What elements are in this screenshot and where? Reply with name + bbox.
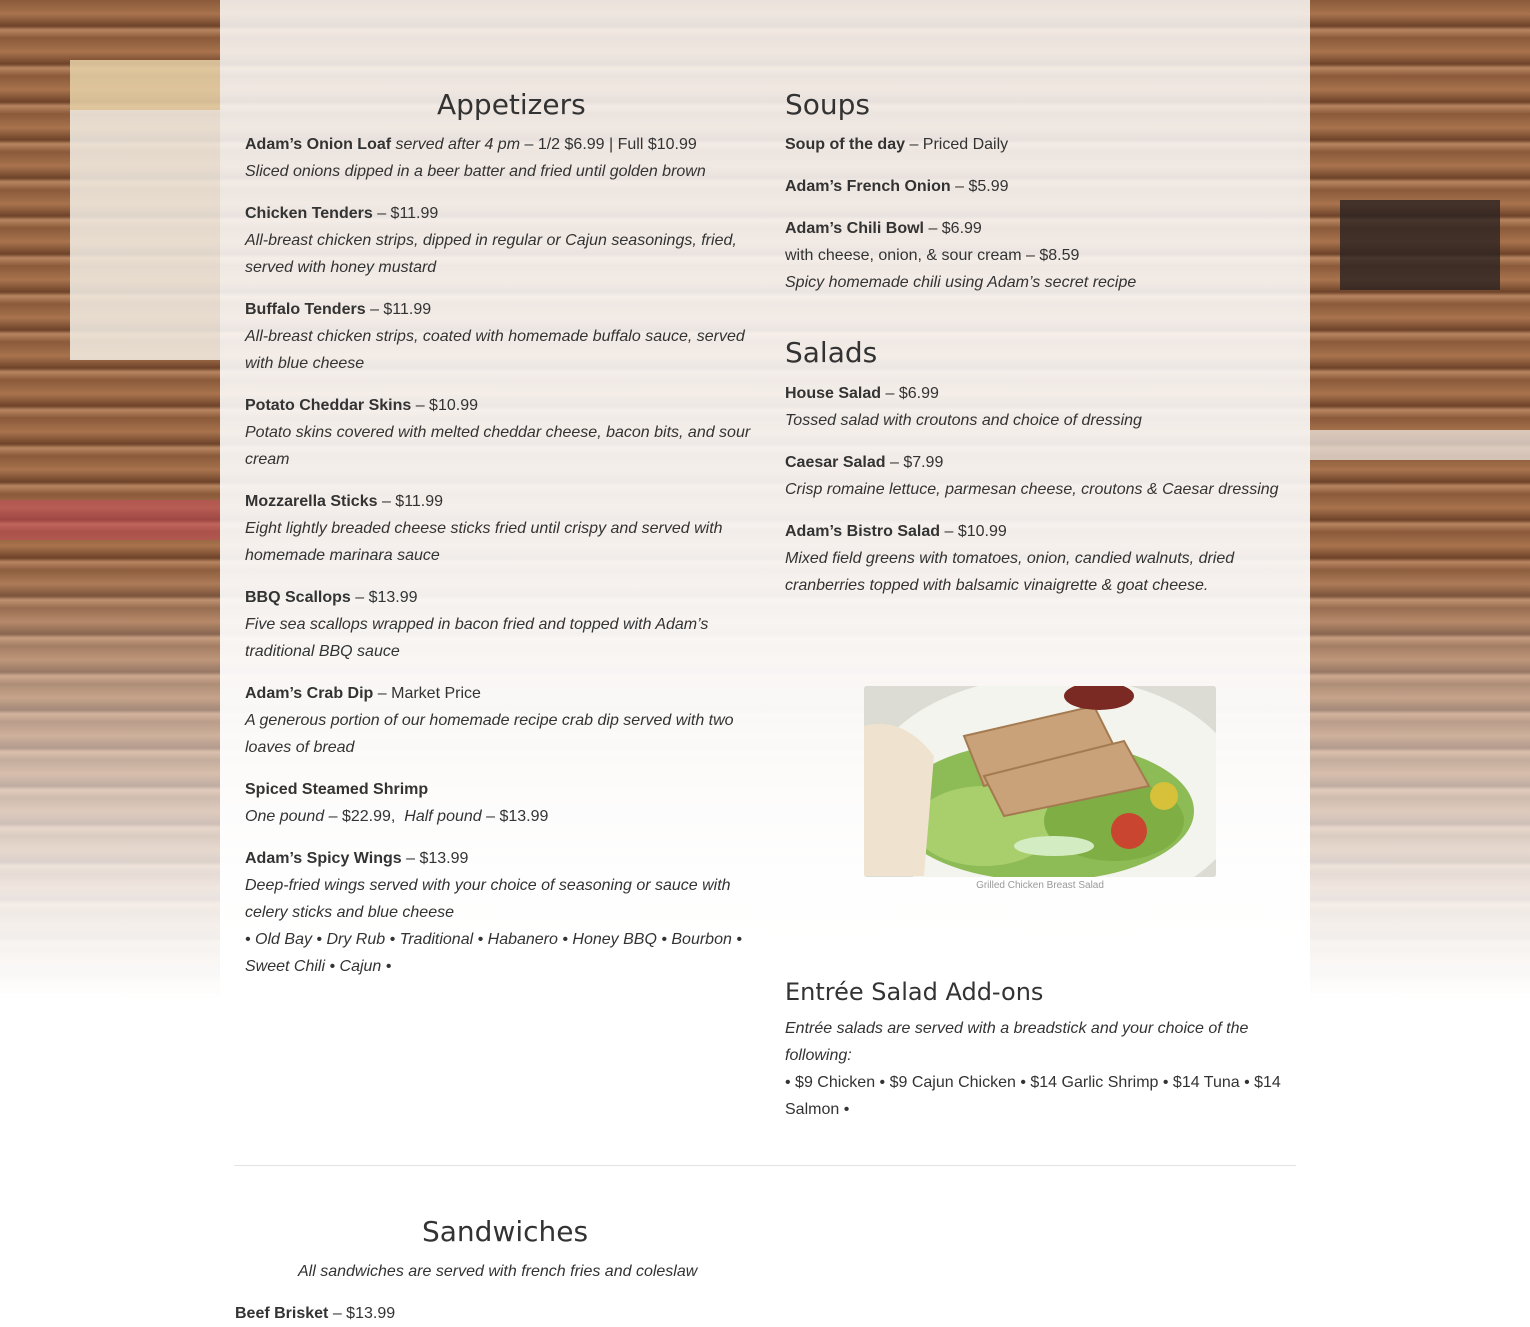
menu-item	[785, 215, 1285, 296]
menu-item	[245, 680, 760, 761]
item-name: Soup of the day	[785, 136, 905, 153]
menu-item	[245, 776, 760, 830]
background-table	[0, 500, 220, 540]
item-description: All-breast chicken strips, coated with homemade buffalo sauce, served with blue cheese	[245, 328, 745, 372]
item-description: Eight lightly breaded cheese sticks fried until crispy and served with homemade marinara sauce	[245, 520, 723, 564]
divider-middle	[234, 1165, 1296, 1166]
item-description: Deep-fried wings served with your choice of seasoning or sauce with celery sticks and blue cheese	[245, 877, 731, 921]
item-description: Potato skins covered with melted cheddar cheese, bacon bits, and sour cream	[245, 424, 751, 468]
sandwiches-subtitle: All sandwiches are served with french fries and coleslaw	[298, 1263, 698, 1280]
item-name: BBQ Scallops	[245, 589, 351, 606]
item-description: Half pound	[404, 808, 482, 825]
appetizers-title: Appetizers	[437, 88, 586, 121]
item-price: – $13.99	[332, 1305, 396, 1322]
item-price: – $10.99	[415, 397, 478, 414]
item-description: Crisp romaine lettuce, parmesan cheese, croutons & Caesar dressing	[785, 481, 1279, 498]
item-price: – $6.99	[885, 385, 939, 402]
sandwiches-title: Sandwiches	[422, 1215, 589, 1248]
item-price: – $7.99	[889, 454, 944, 471]
item-name: Adam’s Chili Bowl	[785, 220, 924, 237]
menu-item	[245, 296, 760, 377]
item-price: – $6.99	[928, 220, 982, 237]
item-name: Buffalo Tenders	[245, 301, 366, 318]
salad-illustration	[864, 686, 1216, 877]
item-name: Adam’s Crab Dip	[245, 685, 374, 702]
item-description: One pound	[245, 808, 325, 825]
menu-item	[785, 173, 1285, 200]
item-description: Tossed salad with croutons and choice of dressing	[785, 412, 1142, 429]
item-price: – $13.99	[355, 589, 418, 606]
item-price: – Priced Daily	[909, 136, 1009, 153]
item-note: served after 4 pm	[395, 136, 521, 153]
menu-item	[785, 449, 1285, 503]
item-price: – $11.99	[370, 301, 432, 318]
background-window	[70, 60, 220, 360]
item-price: – 1/2 $6.99 | Full $10.99	[524, 136, 697, 153]
background-tv	[1340, 200, 1500, 290]
item-price: – $22.99,	[328, 808, 396, 825]
salads-title: Salads	[785, 336, 878, 369]
item-description: Five sea scallops wrapped in bacon fried and topped with Adam’s traditional BBQ sauce	[245, 616, 709, 660]
background-table-right	[1310, 430, 1530, 460]
item-description: Spicy homemade chili using Adam’s secret recipe	[785, 274, 1137, 291]
addons-block	[785, 1015, 1295, 1123]
menu-item	[245, 392, 760, 473]
item-price: – $13.99	[486, 808, 549, 825]
item-name: Adam’s Spicy Wings	[245, 850, 402, 867]
item-description: Mixed field greens with tomatoes, onion, candied walnuts, dried cranberries topped with balsamic vinaigrette & goat cheese.	[785, 550, 1235, 594]
appetizers-list	[245, 131, 760, 995]
menu-item	[245, 200, 760, 281]
item-description: Sliced onions dipped in a beer batter and fried until golden brown	[245, 163, 706, 180]
soups-list	[785, 131, 1285, 311]
menu-item	[785, 380, 1285, 434]
item-name: House Salad	[785, 385, 882, 402]
item-extra: with cheese, onion, & sour cream – $8.59	[785, 247, 1080, 264]
item-price: – $11.99	[377, 205, 439, 222]
soups-title: Soups	[785, 88, 871, 121]
salad-photo	[864, 686, 1216, 877]
photo-caption: Grilled Chicken Breast Salad	[976, 880, 1104, 891]
item-name: Adam’s French Onion	[785, 178, 951, 195]
menu-item	[785, 518, 1285, 599]
item-description: All-breast chicken strips, dipped in regular or Cajun seasonings, fried, served with honey mustard	[245, 232, 737, 276]
item-name: Mozzarella Sticks	[245, 493, 378, 510]
item-name: Caesar Salad	[785, 454, 886, 471]
addons-intro: Entrée salads are served with a breadstick and your choice of the following:	[785, 1020, 1249, 1064]
item-price: – $10.99	[944, 523, 1007, 540]
item-price: – Market Price	[377, 685, 481, 702]
item-price: – $11.99	[381, 493, 444, 510]
item-name: Beef Brisket	[235, 1305, 329, 1322]
menu-item	[245, 488, 760, 569]
menu-item	[245, 131, 760, 185]
addons-title: Entrée Salad Add-ons	[785, 978, 1044, 1006]
divider-top	[242, 18, 1294, 19]
menu-item	[245, 845, 760, 980]
item-flavors: • Old Bay • Dry Rub • Traditional • Habanero • Honey BBQ • Bourbon • Sweet Chili • Cajun •	[245, 931, 742, 975]
item-name: Adam’s Onion Loaf	[245, 136, 392, 153]
sandwiches-list	[235, 1300, 735, 1327]
menu-item	[785, 131, 1285, 158]
item-name: Spiced Steamed Shrimp	[245, 781, 429, 798]
addons-list: • $9 Chicken • $9 Cajun Chicken • $14 Garlic Shrimp • $14 Tuna • $14 Salmon •	[785, 1074, 1281, 1118]
item-name: Adam’s Bistro Salad	[785, 523, 941, 540]
item-name: Potato Cheddar Skins	[245, 397, 412, 414]
salads-list	[785, 380, 1285, 614]
item-name: Chicken Tenders	[245, 205, 373, 222]
menu-item	[245, 584, 760, 665]
item-description: A generous portion of our homemade recipe crab dip served with two loaves of bread	[245, 712, 734, 756]
item-price: – $13.99	[406, 850, 469, 867]
item-price: – $5.99	[955, 178, 1009, 195]
